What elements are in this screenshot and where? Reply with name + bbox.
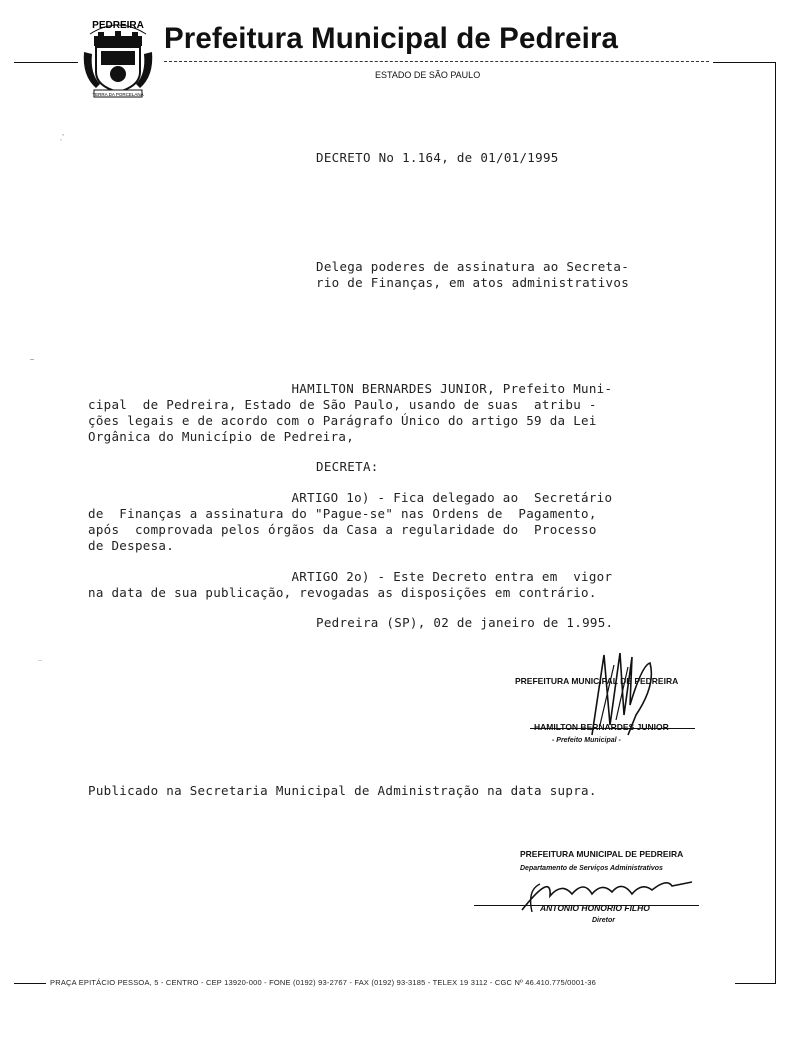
decreta-heading: DECRETA: (316, 459, 379, 474)
preamble-line-2: cipal de Pedreira, Estado de São Paulo, usando de suas atribu - (88, 397, 597, 412)
decree-number: DECRETO No 1.164, de 01/01/1995 (316, 150, 559, 165)
mayor-stamp-org: PREFEITURA MUNICIPAL DE PEDREIRA (515, 676, 679, 686)
crest-text-top: PEDREIRA (92, 20, 144, 31)
scan-speck: ˎ' (60, 134, 64, 141)
admin-stamp-role: Diretor (592, 917, 615, 924)
mayor-stamp-name: HAMILTON BERNARDES JUNIOR (534, 722, 669, 732)
scan-speck: .. (38, 656, 42, 663)
decree-summary-line-2: rio de Finanças, em atos administrativos (316, 275, 630, 290)
frame-top-left-line (14, 62, 78, 63)
admin-stamp-org: PREFEITURA MUNICIPAL DE PEDREIRA (520, 849, 684, 859)
scan-speck: ~ (30, 357, 35, 364)
page-title: Prefeitura Municipal de Pedreira (164, 22, 619, 55)
state-label: ESTADO DE SÃO PAULO (375, 70, 481, 80)
admin-stamp-name: ANTONIO HONORIO FILHO (540, 903, 650, 913)
frame-bottom-right-line (735, 983, 776, 984)
article1-line-2: de Finanças a assinatura do "Pague-se" nas Ordens de Pagamento, (88, 506, 597, 521)
article2-line-2: na data de sua publicação, revogadas as disposições em contrário. (88, 585, 597, 600)
footer-address: PRAÇA EPITÁCIO PESSOA, 5 - CENTRO - CEP 13920-000 - FONE (0192) 93-2767 - FAX (0192) 93-3185 - TELEX 19 3112 - CGC Nº 46.410.775/0001-36 (50, 978, 597, 987)
preamble-line-4: Orgânica do Município de Pedreira, (88, 429, 355, 444)
frame-top-right-line (713, 62, 775, 63)
title-rule (164, 61, 709, 63)
decree-summary-line-1: Delega poderes de assinatura ao Secreta- (316, 259, 630, 274)
admin-stamp-dept: Departamento de Serviços Administrativos (520, 865, 663, 872)
article1-line-1: ARTIGO 1o) - Fica delegado ao Secretário (88, 490, 613, 505)
preamble-line-3: ções legais e de acordo com o Parágrafo Único do artigo 59 da Lei (88, 413, 597, 428)
place-date: Pedreira (SP), 02 de janeiro de 1.995. (316, 615, 614, 630)
preamble-line-1: HAMILTON BERNARDES JUNIOR, Prefeito Muni- (88, 381, 613, 396)
article1-line-3: após comprovada pelos órgãos da Casa a regularidade do Processo (88, 522, 597, 537)
frame-right-line (775, 62, 776, 984)
frame-bottom-left-line (14, 983, 46, 984)
article1-line-4: de Despesa. (88, 538, 175, 553)
publication-note: Publicado na Secretaria Municipal de Administração na data supra. (88, 783, 597, 798)
crest-text-bottom: TERRA DA PORCELANA (92, 92, 144, 97)
article2-line-1: ARTIGO 2o) - Este Decreto entra em vigor (88, 569, 613, 584)
municipal-crest-icon (80, 14, 156, 102)
mayor-stamp-role: - Prefeito Municipal - (552, 737, 621, 744)
